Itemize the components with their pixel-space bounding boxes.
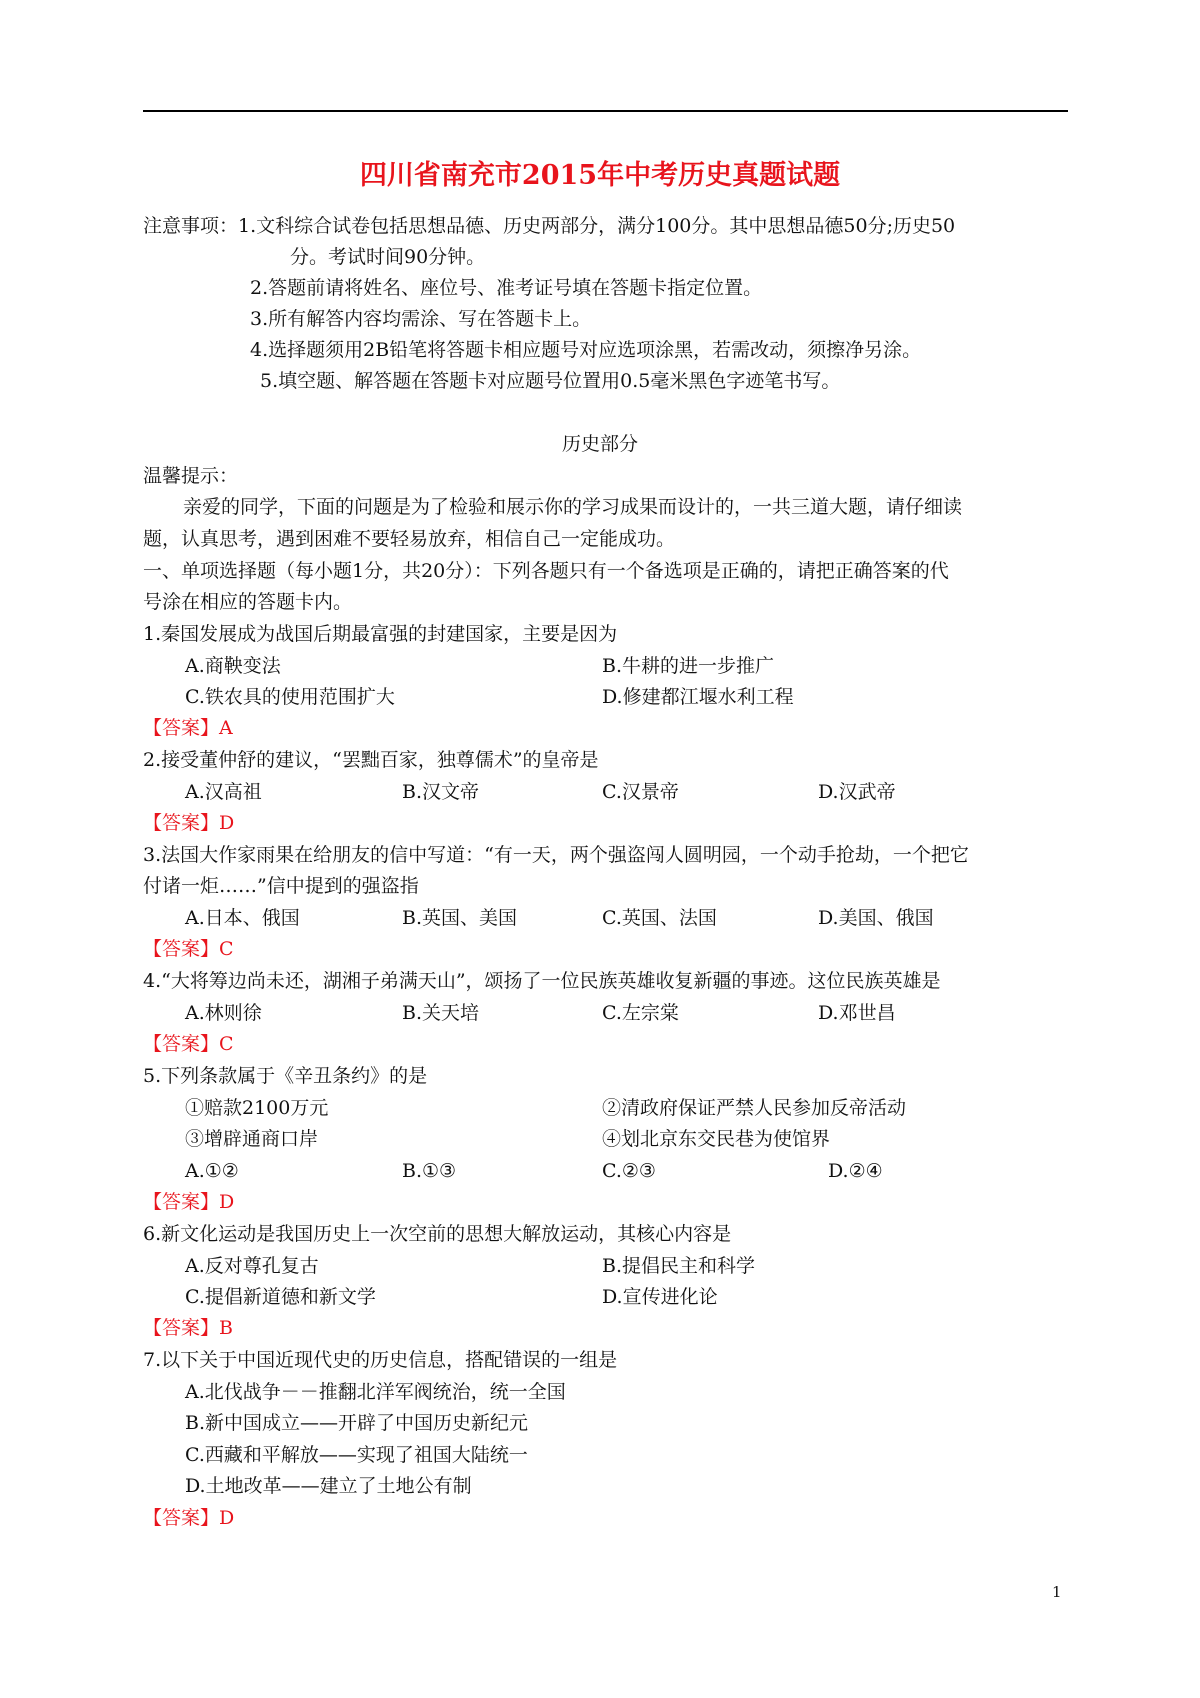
header-rule <box>143 110 1068 112</box>
note-3: 3.所有解答内容均需涂、写在答题卡上。 <box>250 308 592 330</box>
question-7-option-c: C.西藏和平解放——实现了祖国大陆统一 <box>185 1444 528 1466</box>
note-2: 2.答题前请将姓名、座位号、准考证号填在答题卡指定位置。 <box>250 277 763 299</box>
question-7-answer: 【答案】D <box>143 1507 235 1529</box>
question-4-option-c: C.左宗棠 <box>602 1002 679 1024</box>
part1-instructions-cont: 号涂在相应的答题卡内。 <box>143 591 353 613</box>
note-1: 注意事项：1.文科综合试卷包括思想品德、历史两部分，满分100分。其中思想品德50分;历史50 <box>143 215 956 237</box>
tips-text-1: 亲爱的同学，下面的问题是为了检验和展示你的学习成果而设计的，一共三道大题，请仔细读 <box>183 496 963 518</box>
question-3-answer: 【答案】C <box>143 938 234 960</box>
question-2-answer: 【答案】D <box>143 812 235 834</box>
question-3-option-a: A.日本、俄国 <box>185 907 300 929</box>
question-4-answer: 【答案】C <box>143 1033 234 1055</box>
note-5: 5.填空题、解答题在答题卡对应题号位置用0.5毫米黑色字迹笔书写。 <box>260 370 841 392</box>
question-7-option-d: D.土地改革——建立了土地公有制 <box>185 1475 472 1497</box>
question-2-option-d: D.汉武帝 <box>818 781 896 803</box>
question-1-option-a: A.商鞅变法 <box>185 655 281 677</box>
question-5-option-a: A.①② <box>185 1160 239 1182</box>
question-2-option-c: C.汉景帝 <box>602 781 679 803</box>
tips-label: 温馨提示： <box>143 465 239 487</box>
question-7-option-a: A.北伐战争－－推翻北洋军阀统治，统一全国 <box>185 1381 566 1403</box>
question-4-stem: 4.“大将筹边尚未还，湖湘子弟满天山”，颂扬了一位民族英雄收复新疆的事迹。这位民族英雄是 <box>143 970 941 992</box>
question-6-option-b: B.提倡民主和科学 <box>602 1255 756 1277</box>
question-4-option-b: B.关天培 <box>402 1002 480 1024</box>
question-6-stem: 6.新文化运动是我国历史上一次空前的思想大解放运动，其核心内容是 <box>143 1223 732 1245</box>
question-2-stem: 2.接受董仲舒的建议，“罢黜百家，独尊儒术”的皇帝是 <box>143 749 599 771</box>
question-1-stem: 1.秦国发展成为战国后期最富强的封建国家，主要是因为 <box>143 623 618 645</box>
question-5-item-3: ③增辟通商口岸 <box>185 1128 319 1150</box>
question-5-item-4: ④划北京东交民巷为使馆界 <box>602 1128 831 1150</box>
question-5-option-c: C.②③ <box>602 1160 656 1182</box>
question-3-option-b: B.英国、美国 <box>402 907 518 929</box>
question-1-option-c: C.铁农具的使用范围扩大 <box>185 686 395 708</box>
question-6-option-c: C.提倡新道德和新文学 <box>185 1286 376 1308</box>
question-3-option-d: D.美国、俄国 <box>818 907 934 929</box>
question-4-option-a: A.林则徐 <box>185 1002 262 1024</box>
part1-instructions: 一、单项选择题（每小题1分，共20分）：下列各题只有一个备选项是正确的，请把正确答案的代 <box>143 560 949 582</box>
question-5-option-d: D.②④ <box>828 1160 883 1182</box>
question-6-option-d: D.宣传进化论 <box>602 1286 718 1308</box>
page-number: 1 <box>1052 1583 1062 1601</box>
note-4: 4.选择题须用2B铅笔将答题卡相应题号对应选项涂黑，若需改动，须擦净另涂。 <box>250 339 922 361</box>
question-4-option-d: D.邓世昌 <box>818 1002 896 1024</box>
question-1-option-d: D.修建都江堰水利工程 <box>602 686 794 708</box>
question-5-item-1: ①赔款2100万元 <box>185 1097 329 1119</box>
question-5-option-b: B.①③ <box>402 1160 457 1182</box>
question-3-stem-cont: 付诸一炬……”信中提到的强盗指 <box>143 875 419 897</box>
question-6-answer: 【答案】B <box>143 1317 233 1339</box>
question-3-stem: 3.法国大作家雨果在给朋友的信中写道：“有一天，两个强盗闯人圆明园，一个动手抢劫，一个把它 <box>143 844 969 866</box>
page-title: 四川省南充市2015年中考历史真题试题 <box>359 160 841 191</box>
question-7-option-b: B.新中国成立——开辟了中国历史新纪元 <box>185 1412 529 1434</box>
question-7-stem: 7.以下关于中国近现代史的历史信息，搭配错误的一组是 <box>143 1349 618 1371</box>
question-2-option-a: A.汉高祖 <box>185 781 262 803</box>
question-2-option-b: B.汉文帝 <box>402 781 480 803</box>
question-5-stem: 5.下列条款属于《辛丑条约》的是 <box>143 1065 428 1087</box>
question-5-answer: 【答案】D <box>143 1191 235 1213</box>
note-1-cont: 分。考试时间90分钟。 <box>290 246 486 268</box>
question-5-item-2: ②清政府保证严禁人民参加反帝活动 <box>602 1097 907 1119</box>
question-3-option-c: C.英国、法国 <box>602 907 717 929</box>
question-6-option-a: A.反对尊孔复古 <box>185 1255 319 1277</box>
tips-text-2: 题，认真思考，遇到困难不要轻易放弃，相信自己一定能成功。 <box>143 528 676 550</box>
question-1-option-b: B.牛耕的进一步推广 <box>602 655 775 677</box>
section-title: 历史部分 <box>561 433 638 455</box>
question-1-answer: 【答案】A <box>143 717 233 739</box>
